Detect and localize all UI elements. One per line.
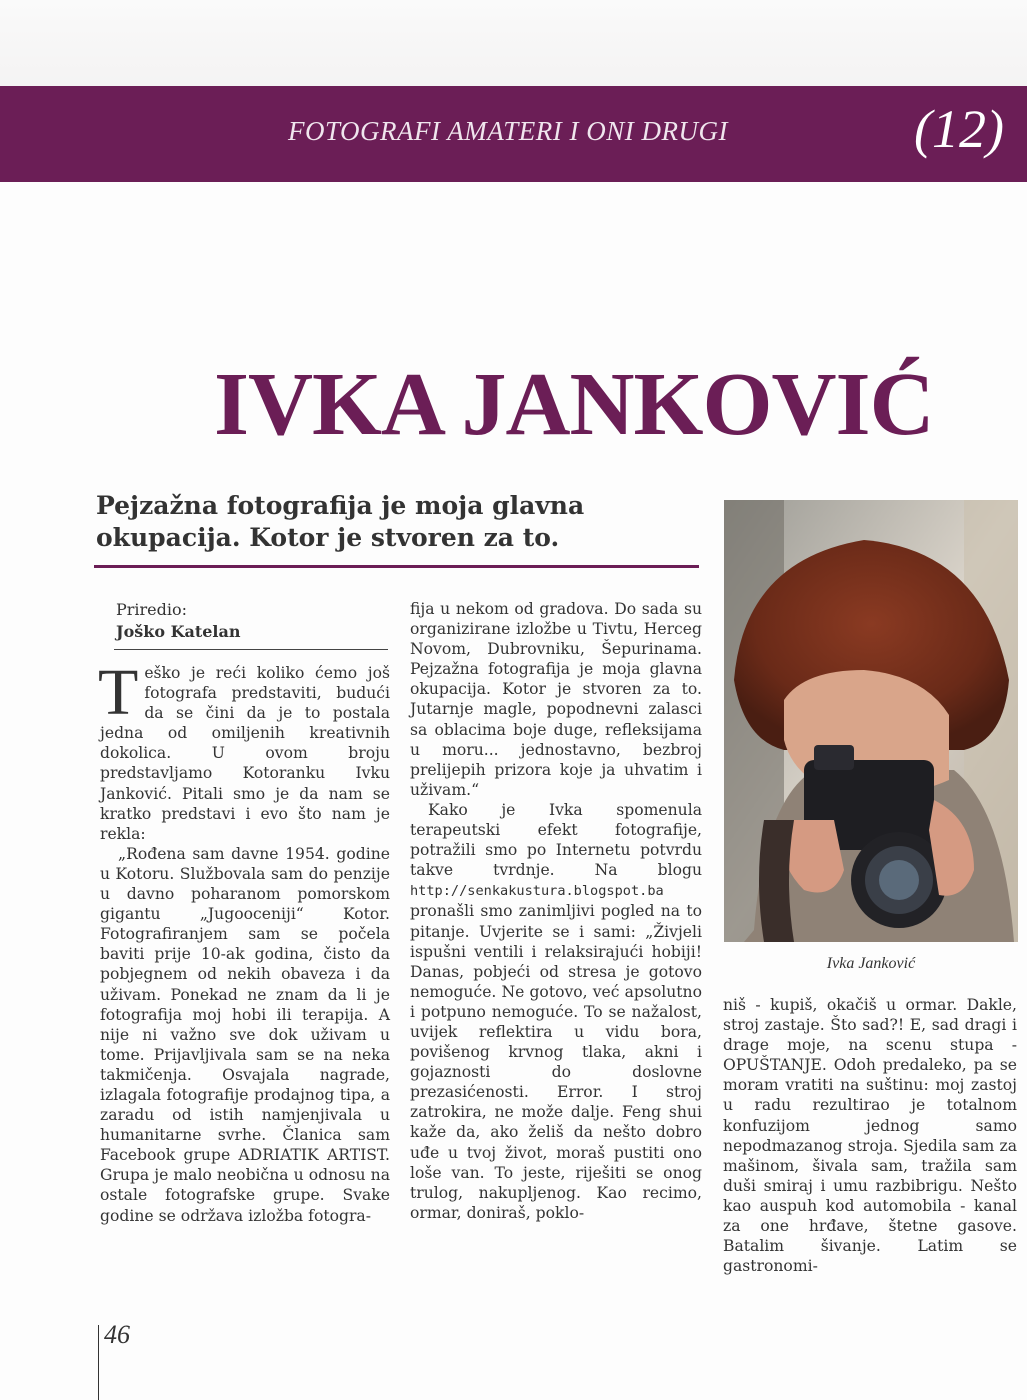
credit-divider — [114, 649, 388, 650]
article-title: IVKA JANKOVIĆ — [214, 355, 934, 455]
page-number: 46 — [104, 1320, 130, 1349]
body-column-3 — [723, 995, 1017, 1276]
body-paragraph — [98, 656, 390, 844]
body-paragraph: fija u nekom od gradova. Do sada su organizirane izložbe u Tivtu, Herceg Novom, Dubrovniku, Šepurinama. Pejzažna fotografija je moja glavna okupacija. Kotor je stvoren za to. Jutarnje magle, popodnevni zalasci sa oblacima boje duge, refleksijama u moru... jednostavno, bezbroj prelijepih prizora koje ja uhvatim i uživam.“ — [410, 600, 702, 799]
subtitle-divider — [94, 565, 699, 568]
drop-cap: T — [98, 656, 139, 729]
body-paragraph: „Rođena sam davne 1954. godine u Kotoru. Službovala sam do penzije u davno poharanom pomorskom gigantu „Jugooceniji“ Kotor. Fotografiranjem sam se počela baviti prije 10-ak godina, čisto da pobjegnem od nekih obaveza i da uživam. Ponekad ne znam da li je fotografija moj hobi ili terapija. A nije ni važno sve dok uživam u tome. Prijavljivala sam se na neka takmičenja. Osvajala nagrade, izlagala fotografije prodajnog tipa, a zaradu od istih namjenjivala u humanitarne svrhe. Članica sam Facebook grupe ADRIATIK ARTIST. Grupa je malo neobična u odnosu na ostale fotografske grupe. Svake godine se održava izložba fotogra- — [100, 844, 390, 1225]
series-number: (12) — [914, 99, 1004, 159]
body-column-1 — [98, 656, 390, 1226]
series-title: FOTOGRAFI AMATERI I ONI DRUGI — [288, 116, 728, 146]
paragraph-text: Kako je Ivka spomenula terapeutski efekt fotografije, potražili smo po Internetu potvrdu takve tvrdnje. Na blogu — [410, 800, 702, 880]
page-number-rule — [98, 1325, 99, 1400]
credit-label: Priredio: — [116, 600, 188, 619]
body-paragraph — [410, 800, 702, 1223]
body-paragraph: niš - kupiš, okačiš u ormar. Dakle, stroj zastaje. Što sad?! E, sad dragi i drage moje, na scenu stupa - OPUŠTANJE. Odoh predaleko, pa se moram vratiti na suštinu: moj zastoj u radu rezultirao je totalnom konfuzijom jednog samo nepodmazanog stroja. Sjedila sam za mašinom, šivala sam, tražila sam duši smiraj i umu razbibrigu. Nešto kao auspuh kod automobila - kanal za one hrđave, štetne gasove. Batalim šivanje. Latim se gastronomi- — [723, 996, 1017, 1276]
paragraph-text: eško je reći koliko ćemo još fotografa predstaviti, budući da se čini da je to postala jedna od omiljenih kreativnih dokolica. U ovom broju predstavljamo Kotoranku Ivku Janković. Pitali smo je da nam se kratko predstavi i evo što nam je rekla: — [100, 664, 390, 843]
article-subtitle: Pejzažna fotografija je moja glavna okupacija. Kotor je stvoren za to. — [96, 491, 585, 552]
portrait-photo — [724, 500, 1018, 942]
body-column-2 — [410, 599, 702, 1223]
blog-url: http://senkakustura.blogspot.ba — [410, 883, 664, 900]
photographer-with-camera-image — [724, 500, 1018, 942]
photo-caption: Ivka Janković — [826, 955, 916, 972]
credit-author: Joško Katelan — [116, 622, 241, 641]
paragraph-text: pronašli smo zanimljivi pogled na to pitanje. Uvjerite se i sami: „Živjeli ispušni ventili i relaksirajući hobiji! Danas, pobjeći od stresa je gotovo nemoguće. Ne gotovo, već apsolutno i potpuno nemoguće. To se nažalost, uvijek reflektira u vidu bora, povišenog krvnog tlaka, akni i gojaznosti do doslovne prezasićenosti. Error. I stroj zatrokira, ne može dalje. Feng shui kaže da, ako želiš da nešto dobro uđe u tvoj život, moraš pustiti ono loše van. To jeste, riješiti se onog trulog, nakupljenog. Kao recimo, ormar, doniraš, poklo- — [410, 902, 702, 1222]
page-top-margin — [0, 0, 1027, 86]
